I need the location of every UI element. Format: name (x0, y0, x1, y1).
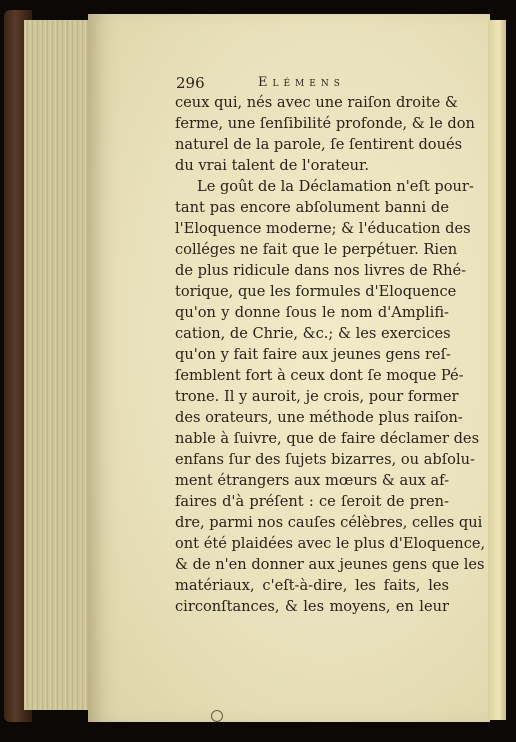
text-line: & de n'en donner aux jeunes gens que les (175, 556, 485, 573)
text-line: trone. Il y auroit, je crois, pour former (175, 388, 459, 405)
text-line: ceux qui, nés avec une raiſon droite & (175, 94, 458, 111)
running-title: Elémens (258, 75, 345, 90)
text-line: Le goût de la Déclamation n'eſt pour- (197, 178, 474, 195)
text-line: ferme, une ſenſibilité profonde, & le don (175, 115, 475, 132)
text-line: enfans ſur des ſujets bizarres, ou abſolu- (175, 451, 475, 468)
text-line: des orateurs, une méthode plus raiſon- (175, 409, 463, 426)
text-line: qu'on y donne ſous le nom d'Amplifi- (175, 304, 449, 321)
facing-page-edge (488, 20, 506, 720)
text-line: ſemblent fort à ceux dont ſe moque Pé- (175, 367, 464, 384)
text-line: ment étrangers aux mœurs & aux af- (175, 472, 449, 489)
text-line: nable à ſuivre, que de faire déclamer des (175, 430, 480, 447)
text-line: circonſtances, & les moyens, en leur (175, 598, 449, 615)
text-line: ont été plaidées avec le plus d'Eloquence, (175, 535, 486, 552)
text-line: faires d'à préſent : ce ſeroit de pren- (175, 493, 449, 510)
text-line: torique, que les formules d'Eloquence (175, 283, 457, 300)
text-line: naturel de la parole, ſe ſentirent doués (175, 136, 463, 153)
text-line: tant pas encore abſolument banni de (175, 199, 449, 216)
text-line: cation, de Chrie, &c.; & les exercices (175, 325, 451, 342)
text-line: du vrai talent de l'orateur. (175, 157, 370, 174)
text-line: colléges ne fait que le perpétuer. Rien (175, 241, 458, 258)
page-number: 296 (176, 74, 205, 92)
text-line: dre, parmi nos cauſes célèbres, celles qui (175, 514, 483, 531)
paper-mark (211, 710, 223, 722)
text-line: de plus ridicule dans nos livres de Rhé- (175, 262, 467, 279)
text-line: l'Eloquence moderne; & l'éducation des (175, 220, 471, 237)
text-line: qu'on y fait faire aux jeunes gens reſ- (175, 346, 451, 363)
page-stack-edges (24, 20, 94, 710)
text-line: matériaux, c'eſt-à-dire, les faits, les (175, 577, 449, 594)
